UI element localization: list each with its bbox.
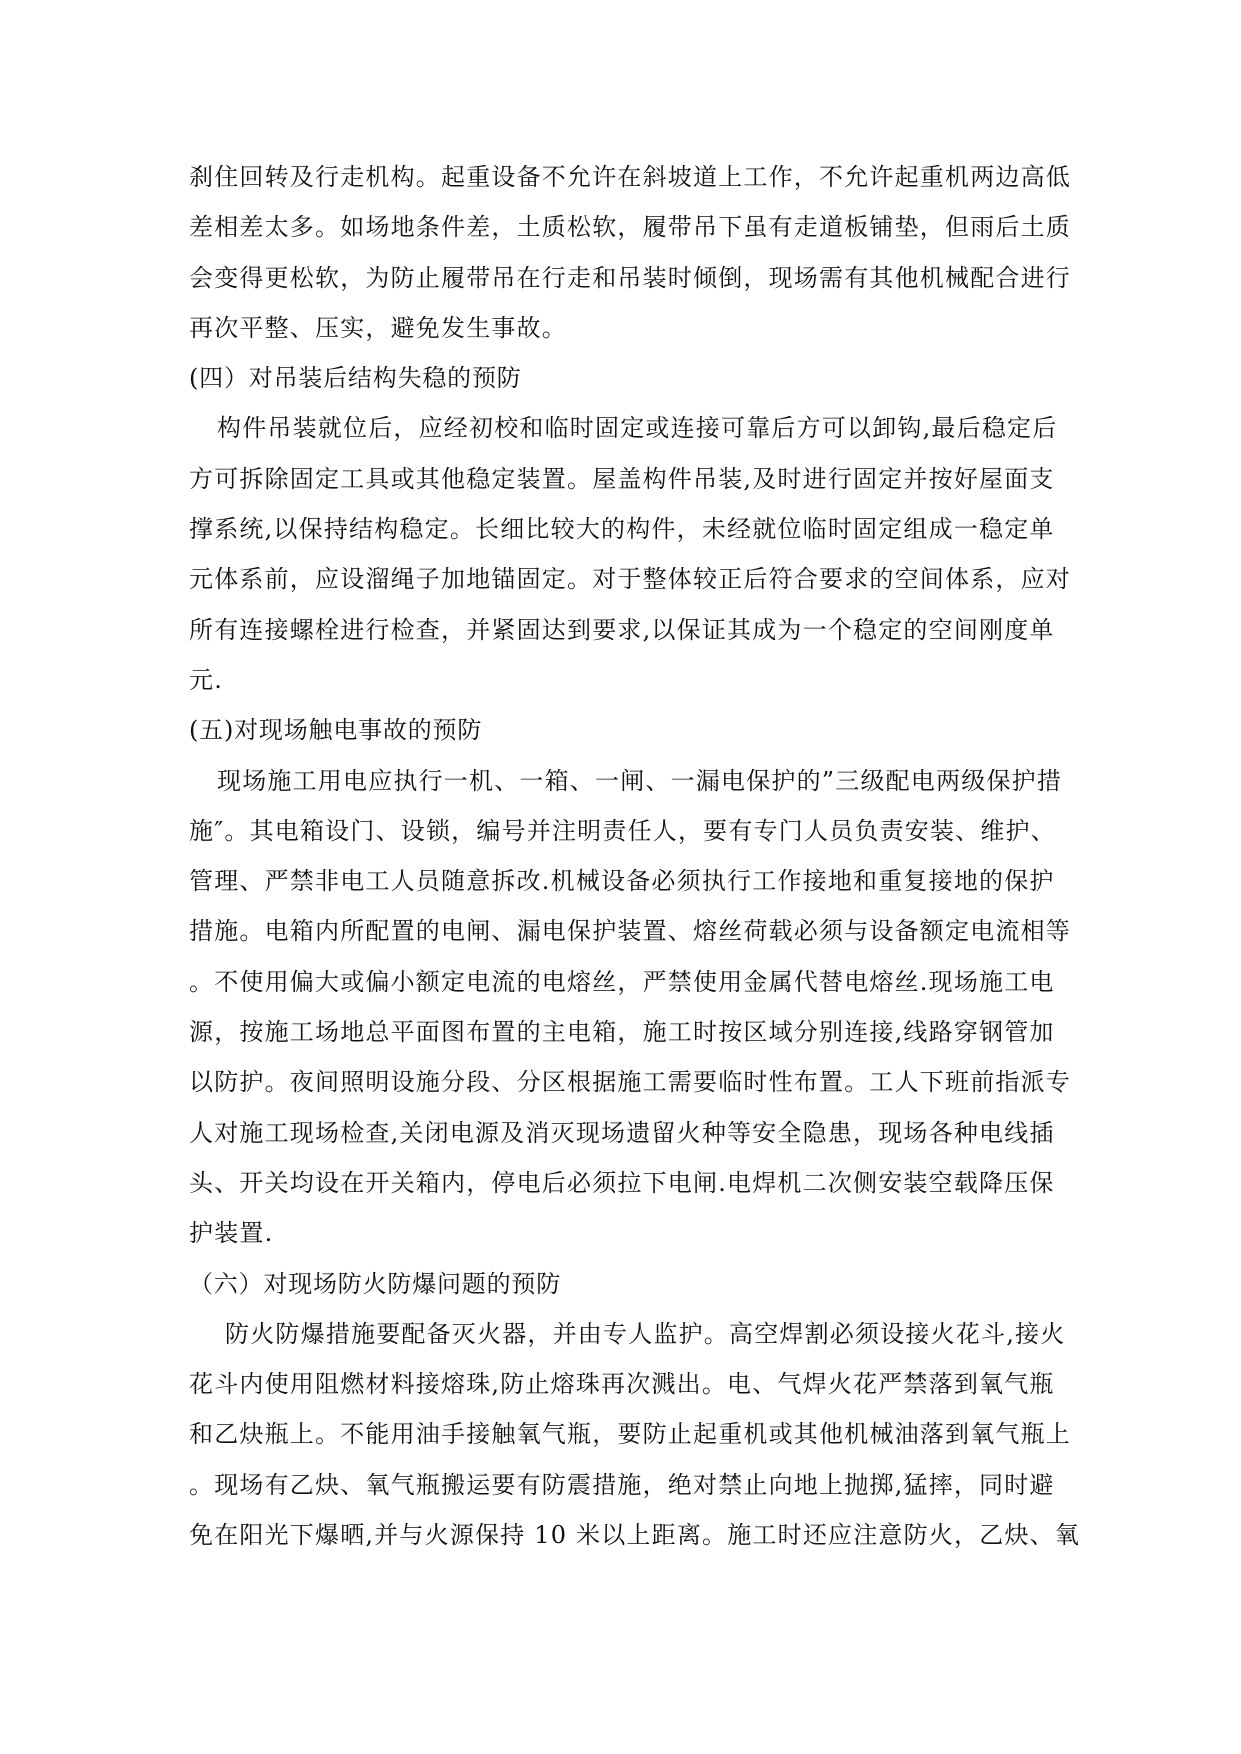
text-line: 管理、严禁非电工人员随意拆改.机械设备必须执行工作接地和重复接地的保护 <box>189 867 1055 896</box>
text-line: 护装置. <box>189 1219 274 1248</box>
text-line: 人对施工现场检查,关闭电源及消灭现场遗留火种等安全隐患，现场各种电线插 <box>189 1118 1055 1147</box>
text-line: 差相差太多。如场地条件差，土质松软，履带吊下虽有走道板铺垫，但雨后土质 <box>189 213 1071 242</box>
text-line: 免在阳光下爆晒,并与火源保持 10 米以上距离。施工时还应注意防火，乙炔、氧 <box>189 1521 1081 1550</box>
text-line: 方可拆除固定工具或其他稳定装置。屋盖构件吊装,及时进行固定并按好屋面支 <box>189 464 1055 493</box>
text-line: 元体系前，应设溜绳子加地锚固定。对于整体较正后符合要求的空间体系，应对 <box>189 565 1071 594</box>
text-line: 和乙炔瓶上。不能用油手接触氧气瓶，要防止起重机或其他机械油落到氧气瓶上 <box>189 1420 1071 1449</box>
document-body <box>189 152 1081 1560</box>
text-line: 。不使用偏大或偏小额定电流的电熔丝，严禁使用金属代替电熔丝.现场施工电 <box>189 967 1055 996</box>
text-line: 构件吊装就位后，应经初校和临时固定或连接可靠后方可以卸钩,最后稳定后 <box>217 414 1058 443</box>
text-line: 以防护。夜间照明设施分段、分区根据施工需要临时性布置。工人下班前指派专 <box>189 1068 1071 1097</box>
text-line: 防火防爆措施要配备灭火器，并由专人监护。高空焊割必须设接火花斗,接火 <box>225 1319 1066 1348</box>
text-line: 源，按施工场地总平面图布置的主电箱，施工时按区域分别连接,线路穿钢管加 <box>189 1018 1055 1047</box>
text-line: 。现场有乙炔、氧气瓶搬运要有防震措施，绝对禁止向地上抛掷,猛摔，同时避 <box>189 1470 1055 1499</box>
text-line: 施″。其电箱设门、设锁，编号并注明责任人，要有专门人员负责安装、维护、 <box>189 816 1056 845</box>
text-line: 头、开关均设在开关箱内，停电后必须拉下电闸.电焊机二次侧安装空载降压保 <box>189 1168 1055 1197</box>
text-line: 所有连接螺栓进行检查，并紧固达到要求,以保证其成为一个稳定的空间刚度单 <box>189 615 1055 644</box>
section-heading-6: （六）对现场防火防爆问题的预防 <box>189 1269 561 1298</box>
section-heading-5: (五)对现场触电事故的预防 <box>189 716 483 745</box>
text-line: 撑系统,以保持结构稳定。长细比较大的构件，未经就位临时固定组成一稳定单 <box>189 515 1055 544</box>
text-line: 现场施工用电应执行一机、一箱、一闸、一漏电保护的”三级配电两级保护措 <box>217 766 1063 795</box>
text-line: 元. <box>189 665 224 694</box>
text-line: 花斗内使用阻燃材料接熔珠,防止熔珠再次溅出。电、气焊火花严禁落到氧气瓶 <box>189 1370 1055 1399</box>
text-line: 措施。电箱内所配置的电闸、漏电保护装置、熔丝荷载必须与设备额定电流相等 <box>189 917 1071 946</box>
text-line: 刹住回转及行走机构。起重设备不允许在斜坡道上工作，不允许起重机两边高低 <box>189 163 1071 191</box>
text-line: 再次平整、压实，避免发生事故。 <box>189 313 567 342</box>
text-line: 会变得更松软，为防止履带吊在行走和吊装时倾倒，现场需有其他机械配合进行 <box>189 263 1071 292</box>
section-heading-4: (四）对吊装后结构失稳的预防 <box>189 364 522 393</box>
